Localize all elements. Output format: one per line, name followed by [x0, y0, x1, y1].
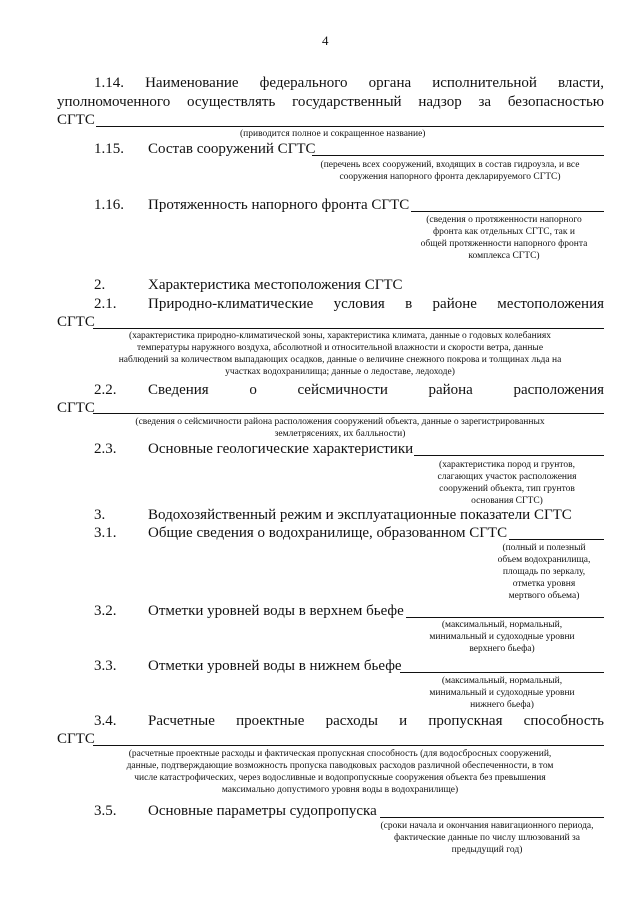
s1-14-line1: 1.14. Наименование федерального органа исполнительной власти,	[94, 75, 604, 91]
s1-16-label: Протяженность напорного фронта СГТС	[148, 197, 410, 213]
s2-1-note-4: участках водохранилища; данные о ледоставе, ледоходе)	[225, 367, 455, 377]
s3-5-note-3: предыдущий год)	[451, 845, 523, 855]
s2-1-number: 2.1.	[94, 296, 117, 312]
s2-3-note-2: слагающих участок расположения	[437, 472, 577, 482]
s3-4-note-3: числе катастрофических, через водосливные и водопропускные сооружения объекта без превышения	[134, 773, 546, 783]
s3-3-number: 3.3.	[94, 658, 117, 674]
s2-1-line2: СГТС	[57, 314, 95, 330]
s3-1-note-4: отметка уровня	[512, 579, 576, 589]
s3-4-line2: СГТС	[57, 731, 95, 747]
s3-1-note-5: мертвого объема)	[508, 591, 580, 601]
s3-1-note-3: площадь по зеркалу,	[502, 567, 586, 577]
s1-15-label: Состав сооружений СГТС	[148, 141, 316, 157]
s1-14-line2: уполномоченного осуществлять государственный надзор за безопасностью	[57, 94, 604, 110]
s3-4-note-2: данные, подтверждающие возможность пропуска паводковых расходов различной обеспеченности, в том	[126, 761, 554, 771]
s3-2-note-3: верхнего бьефа)	[469, 644, 535, 654]
s3-4-fill-line	[93, 745, 604, 746]
s2-1-note-3: наблюдений за количеством выпадающих осадков, данные о величине снежного покрова и толщинах льда на	[118, 355, 562, 365]
s2-2-line2: СГТС	[57, 400, 95, 416]
s2-3-note-4: основания СГТС)	[471, 496, 543, 506]
s1-15-fill-line	[312, 155, 604, 156]
s3-5-fill-line	[380, 817, 604, 818]
s1-16-number: 1.16.	[94, 197, 124, 213]
s3-2-label: Отметки уровней воды в верхнем бьефе	[148, 603, 404, 619]
s2-2-number: 2.2.	[94, 382, 117, 398]
s3-1-label: Общие сведения о водохранилище, образованном СГТС	[148, 525, 508, 541]
s3-3-label: Отметки уровней воды в нижнем бьефе	[148, 658, 402, 674]
s2-2-line1: Сведения о сейсмичности района расположения	[148, 382, 604, 398]
s3-3-note-3: нижнего бьефа)	[470, 700, 534, 710]
s3-1-fill-line	[509, 539, 604, 540]
s3-2-note-2: минимальный и судоходные уровни	[429, 632, 575, 642]
s1-15-note-2: сооружения напорного фронта декларируемого СГТС)	[339, 172, 561, 182]
s3-5-note-2: фактические данные по числу шлюзований за	[394, 833, 580, 843]
s2-1-note-1: (характеристика природно-климатической зоны, характеристика климата, данные о годовых колебаниях	[129, 331, 551, 341]
s3-1-note-2: объем водохранилища,	[497, 555, 591, 565]
s1-16-note-4: комплекса СГТС)	[468, 251, 540, 261]
s3-1-number: 3.1.	[94, 525, 117, 541]
s2-2-fill-line	[93, 413, 604, 414]
s1-16-note-3: общей протяженности напорного фронта	[420, 239, 588, 249]
s1-15-note-1: (перечень всех сооружений, входящих в состав гидроузла, и все	[320, 160, 580, 170]
s1-16-note-1: (сведения о протяженности напорного	[426, 215, 582, 225]
s2-3-fill-line	[414, 455, 604, 456]
s2-number: 2.	[94, 277, 106, 293]
s2-2-note-1: (сведения о сейсмичности района расположения сооружений объекта, данные о зарегистрированных	[135, 417, 545, 427]
s2-3-note-3: сооружений объекта, тип грунтов	[439, 484, 575, 494]
s3-4-line1: Расчетные проектные расходы и пропускная способность	[148, 713, 604, 729]
s2-1-fill-line	[93, 328, 604, 329]
s3-3-note-2: минимальный и судоходные уровни	[429, 688, 575, 698]
s3-5-label: Основные параметры судопропуска	[148, 803, 377, 819]
s1-16-note-2: фронта как отдельных СГТС, так и	[433, 227, 575, 237]
s3-2-number: 3.2.	[94, 603, 117, 619]
s2-1-note-2: температуры наружного воздуха, абсолютной и относительной влажности и скорости ветра, данные	[136, 343, 544, 353]
s3-5-number: 3.5.	[94, 803, 117, 819]
s3-4-note-1: (расчетные проектные расходы и фактическая пропускная способность (для водосбросных сооружений,	[128, 749, 552, 759]
s3-2-note-1: (максимальный, нормальный,	[441, 620, 563, 630]
s2-3-number: 2.3.	[94, 441, 117, 457]
s1-16-fill-line	[411, 211, 604, 212]
s2-3-label: Основные геологические характеристики	[148, 441, 414, 457]
s3-3-note-1: (максимальный, нормальный,	[441, 676, 563, 686]
s3-4-number: 3.4.	[94, 713, 117, 729]
s3-2-fill-line	[406, 617, 604, 618]
page-number: 4	[322, 33, 329, 48]
s3-4-note-4: максимально допустимого уровня воды в водохранилище)	[221, 785, 459, 795]
s3-3-fill-line	[400, 672, 604, 673]
s3-1-note-1: (полный и полезный	[502, 543, 586, 553]
s1-14-fill-line	[96, 126, 604, 127]
s2-2-note-2: землетрясениях, их балльности)	[274, 429, 406, 439]
s2-1-line1: Природно-климатические условия в районе местоположения	[148, 296, 604, 312]
s1-15-number: 1.15.	[94, 141, 124, 157]
s1-14-note: (приводится полное и сокращенное название)	[240, 129, 426, 139]
s3-5-note-1: (сроки начала и окончания навигационного периода,	[380, 821, 594, 831]
s1-14-line3: СГТС	[57, 112, 95, 128]
s2-heading: Характеристика местоположения СГТС	[148, 277, 403, 293]
s3-number: 3.	[94, 507, 106, 523]
s2-3-note-1: (характеристика пород и грунтов,	[439, 460, 575, 470]
s3-heading: Водохозяйственный режим и эксплуатационные показатели СГТС	[148, 507, 572, 523]
